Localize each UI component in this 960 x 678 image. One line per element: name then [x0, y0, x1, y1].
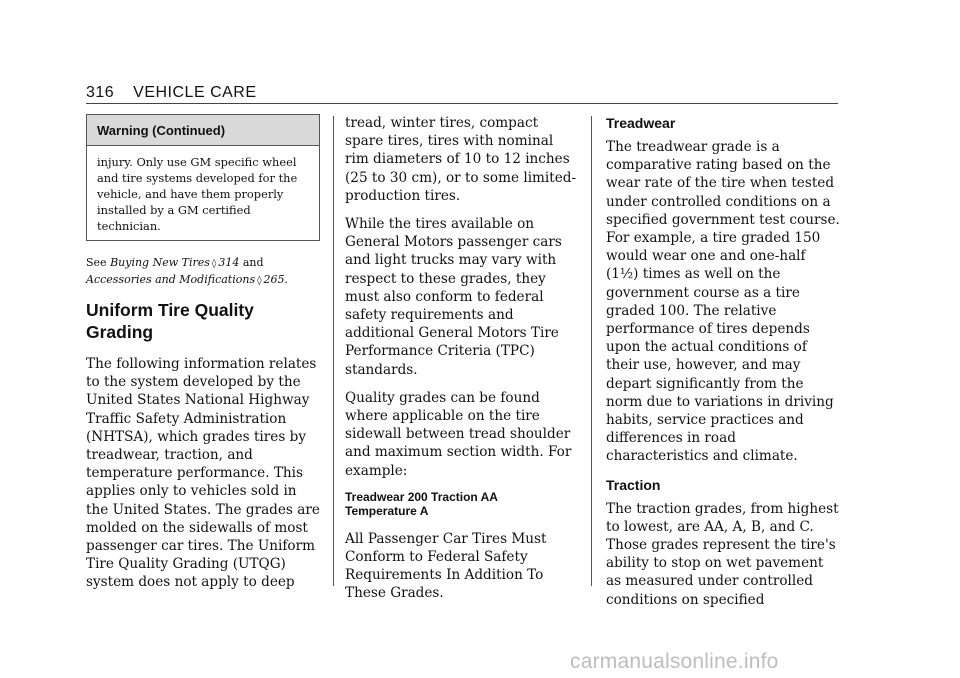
page-header [86, 84, 257, 102]
column-divider [333, 116, 334, 586]
column-2 [345, 114, 579, 613]
link-accessories-modifications[interactable]: Accessories and Modifications ◊ 265. [86, 273, 289, 286]
heading-traction: Traction [606, 476, 661, 493]
heading-treadwear: Treadwear [606, 115, 676, 131]
warning-box [86, 114, 320, 241]
column-divider [591, 116, 592, 586]
warning-body: injury. Only use GM specific wheel and tire systems developed for the vehicle, and have them properly installed by a GM certified technician. [97, 155, 298, 233]
paragraph: tread, winter tires, compact spare tires, tires with nominal rim diameters of 10 to 12 inches (25 to 30 cm), or to some limited-production tires. [345, 115, 577, 204]
paragraph-traction: The traction grades, from highest to lowest, are AA, A, B, and C. Those grades represent the tire's ability to stop on wet pavement as measured under controlled conditions on specified [606, 500, 839, 608]
column-3 [606, 114, 842, 619]
page-number: 316 [86, 84, 115, 101]
see-also: See Buying New Tires ◊ 314 and Accessories and Modifications ◊ 265. [86, 256, 289, 286]
link-buying-new-tires[interactable]: Buying New Tires ◊ 314 [110, 256, 240, 269]
grade-example: Treadwear 200 Traction AA Temperature A [345, 489, 498, 518]
paragraph: All Passenger Car Tires Must Conform to Federal Safety Requirements In Addition To These Grades. [345, 530, 547, 602]
section-name: VEHICLE CARE [133, 84, 257, 101]
column-1 [86, 114, 322, 602]
paragraph: While the tires available on General Motors passenger cars and light trucks may vary with respect to these grades, they must also conform to federal safety requirements and additional General Motors Tire Performance Criteria (TPC) standards. [345, 216, 562, 378]
section-title: Uniform Tire Quality Grading [86, 300, 254, 342]
paragraph: Quality grades can be found where applicable on the tire sidewall between tread shoulder and maximum section width. For example: [345, 389, 572, 479]
header-rule [86, 103, 838, 104]
paragraph-treadwear: The treadwear grade is a comparative rating based on the wear rate of the tire when tested under controlled conditions on a specified government test course. For example, a tire graded 150 would wear one and one-half (1½) times as well on the government course as a tire graded 100. The relative performance of tires depends upon the actual conditions of their use, however, and may depart significantly from the norm due to variations in driving habits, service practices and differences in road characteristics and climate. [606, 139, 840, 465]
page-ref-icon: ◊ [257, 276, 262, 286]
watermark: carmanualsonline.info [570, 650, 779, 673]
warning-title: Warning (Continued) [87, 115, 319, 146]
page-ref-icon: ◊ [211, 259, 217, 269]
utqg-intro: The following information relates to the system developed by the United States National Highway Traffic Safety Administration (NHTSA), which grades tires by treadwear, traction, and temperature performance. This applies only to vehicles sold in the United States. The grades are molded on the sidewalls of most passenger car tires. The Uniform Tire Quality Grading (UTQG) system does not apply to deep [86, 356, 320, 591]
